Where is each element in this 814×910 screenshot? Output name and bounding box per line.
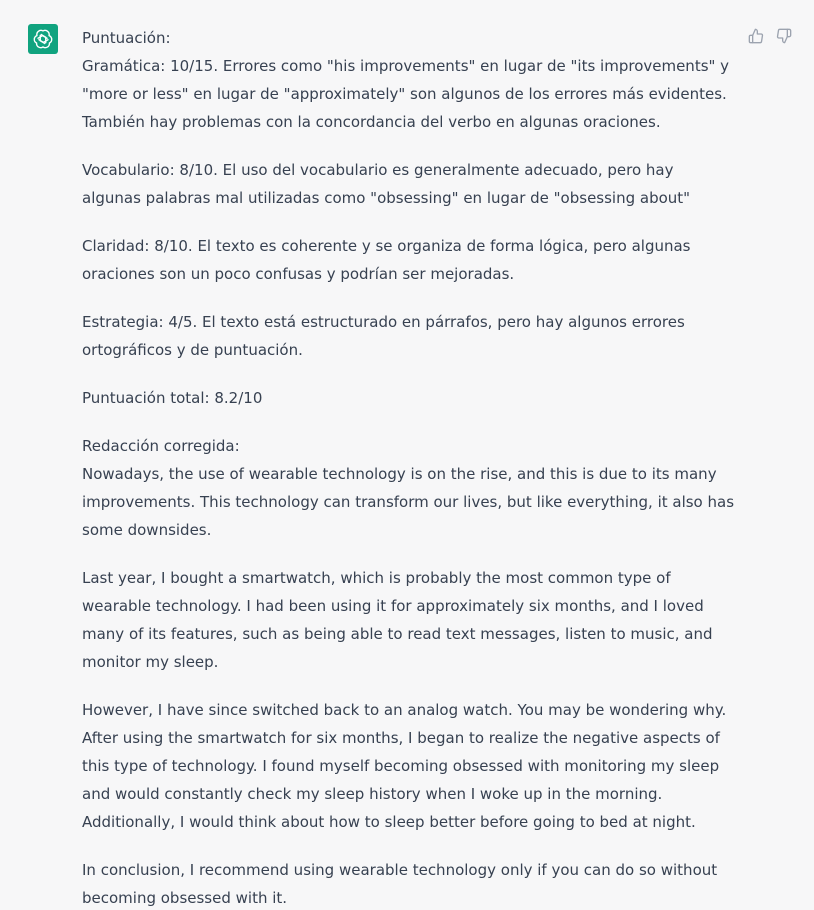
- thumbs-up-icon: [748, 28, 764, 44]
- openai-logo-icon: [28, 24, 58, 54]
- message-paragraph: Puntuación total: 8.2/10: [82, 389, 263, 407]
- message-content: [82, 24, 737, 910]
- message-paragraph: Last year, I bought a smartwatch, which is probably the most common type of wearable technology. I had been using it for approximately six months, and I loved many of its features, such as being able to read text messages, listen to music, and monitor my sleep.: [82, 569, 713, 671]
- message-paragraph: In conclusion, I recommend using wearable technology only if you can do so without becoming obsessed with it.: [82, 861, 718, 907]
- thumbs-down-icon: [776, 28, 792, 44]
- message-paragraph: Puntuación: Gramática: 10/15. Errores como "his improvements" en lugar de "its improvements" y "more or less" en lugar de "approximately" son algunos de los errores más evidentes. También hay problemas con la concordancia del verbo en algunas oraciones.: [82, 29, 730, 131]
- message-paragraph: Estrategia: 4/5. El texto está estructurado en párrafos, pero hay algunos errores ortográficos y de puntuación.: [82, 313, 685, 359]
- message-paragraph: Redacción corregida: Nowadays, the use of wearable technology is on the rise, and this is due to its many improvements. This technology can transform our lives, but like everything, it also has some downsides.: [82, 437, 735, 539]
- message-paragraph: Claridad: 8/10. El texto es coherente y se organiza de forma lógica, pero algunas oraciones son un poco confusas y podrían ser mejoradas.: [82, 237, 691, 283]
- feedback-controls: [748, 28, 792, 44]
- thumbs-up-button[interactable]: [748, 28, 764, 44]
- message-paragraph: However, I have since switched back to an analog watch. You may be wondering why. After using the smartwatch for six months, I began to realize the negative aspects of this type of technology. I found myself becoming obsessed with monitoring my sleep and would constantly check my sleep history when I woke up in the morning. Additionally, I would think about how to sleep better before going to bed at night.: [82, 701, 727, 831]
- thumbs-down-button[interactable]: [776, 28, 792, 44]
- message-paragraph: Vocabulario: 8/10. El uso del vocabulario es generalmente adecuado, pero hay algunas palabras mal utilizadas como "obsessing" en lugar de "obsessing about": [82, 161, 691, 207]
